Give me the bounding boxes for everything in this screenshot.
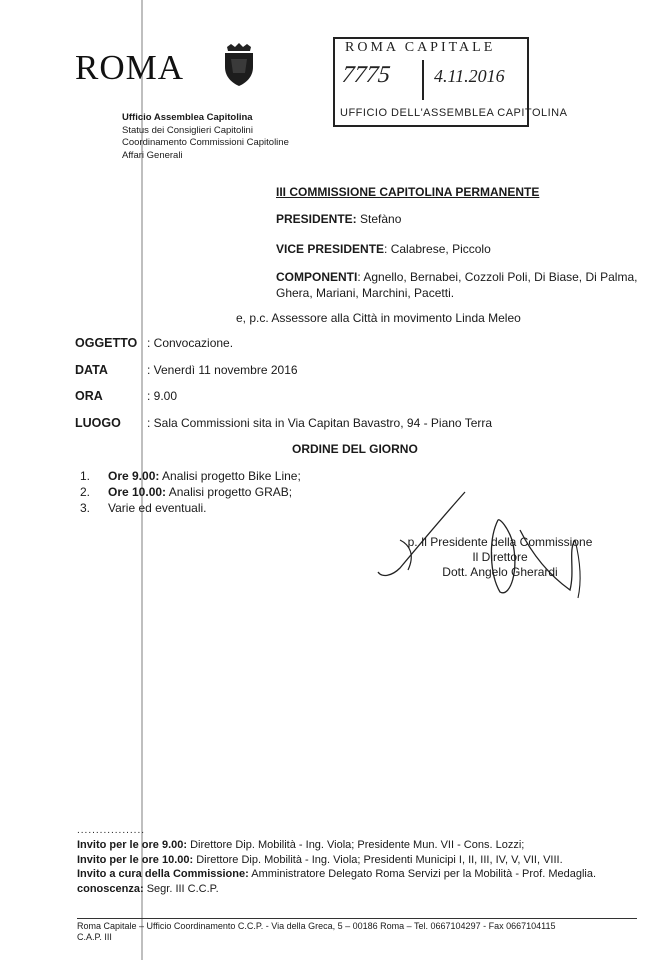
commission-title: III COMMISSIONE CAPITOLINA PERMANENTE	[276, 185, 540, 199]
cc-line: e, p.c. Assessore alla Città in movimento Linda Meleo	[236, 311, 521, 325]
invite-text: Amministratore Delegato Roma Servizi per la Mobilità - Prof. Medaglia.	[248, 868, 597, 880]
signature-block	[400, 535, 600, 580]
agenda-item	[80, 468, 301, 484]
oggetto-label: OGGETTO	[75, 336, 138, 350]
agenda-item-number: 1.	[80, 469, 91, 483]
office-line: Coordinamento Commissioni Capitoline	[122, 137, 289, 148]
footer-line-1: Roma Capitale – Ufficio Coordinamento C.C.P. - Via della Greca, 5 – 00186 Roma – Tel. 0667104297 - Fax 0667104115	[77, 921, 556, 931]
members-names-2: Ghera, Mariani, Marchini, Pacetti.	[276, 286, 455, 300]
invite-label: Invito per le ore 9.00:	[77, 839, 188, 851]
members-label: COMPONENTI	[276, 270, 358, 284]
oggetto-value: : Convocazione.	[147, 336, 234, 350]
agenda-item	[80, 500, 301, 516]
footer-rule	[77, 918, 637, 919]
city-crest-icon	[222, 43, 256, 87]
footer-line-2: C.A.P. III	[77, 932, 112, 942]
agenda-item-number: 3.	[80, 501, 91, 515]
office-title: Ufficio Assemblea Capitolina	[122, 112, 253, 123]
ora-value: : 9.00	[147, 389, 178, 403]
office-line: Affari Generali	[122, 149, 183, 161]
ora-label: ORA	[75, 389, 103, 403]
footer	[77, 921, 555, 943]
invite-row	[77, 838, 647, 853]
invites-block	[77, 838, 647, 896]
office-line: Status dei Consiglieri Capitolini	[122, 124, 253, 136]
luogo-label: LUOGO	[75, 416, 121, 430]
stamp-title: ROMA CAPITALE	[345, 40, 496, 55]
stamp-date: 4.11.2016	[434, 66, 505, 86]
invite-text: Direttore Dip. Mobilità - Ing. Viola; Presidente Mun. VII - Cons. Lozzi;	[187, 839, 525, 851]
office-block	[122, 112, 289, 162]
agenda-item-text: Analisi progetto GRAB;	[166, 485, 293, 499]
roma-logo-text: ROMA	[75, 48, 185, 87]
signature-line-2: Il Direttore	[472, 550, 528, 564]
members-names-1: : Agnello, Bernabei, Cozzoli Poli, Di Biase, Di Palma,	[357, 270, 638, 284]
stamp-office: UFFICIO DELL'ASSEMBLEA CAPITOLINA	[340, 107, 568, 119]
vice-president-line	[276, 241, 491, 257]
data-label: DATA	[75, 363, 108, 377]
invite-text: Direttore Dip. Mobilità - Ing. Viola; Presidenti Municipi I, II, III, IV, V, VII, VIII.	[193, 853, 563, 866]
stamp-divider	[422, 60, 424, 100]
invite-label: Invito a cura della Commissione:	[77, 868, 249, 880]
vice-president-label: VICE PRESIDENTE	[276, 242, 385, 256]
invite-row	[77, 853, 647, 868]
members-line	[276, 269, 637, 285]
agenda-item-time: Ore 9.00:	[108, 469, 160, 483]
data-value: : Venerdì 11 novembre 2016	[147, 363, 298, 377]
invite-label: Invito per le ore 10.00:	[77, 853, 194, 866]
agenda-item	[80, 484, 301, 500]
invite-row	[77, 882, 647, 897]
separator-dots: ..................	[77, 825, 146, 836]
agenda-list	[80, 468, 301, 516]
invite-label: conoscenza:	[77, 882, 144, 895]
agenda-title: ORDINE DEL GIORNO	[292, 442, 418, 456]
signature-line-3: Dott. Angelo Gherardi	[442, 565, 558, 579]
invite-text: Segr. III C.C.P.	[143, 882, 219, 895]
agenda-item-text: Varie ed eventuali.	[108, 501, 207, 515]
vice-president-names: : Calabrese, Piccolo	[384, 242, 491, 256]
signature-line-1: p. Il Presidente della Commissione	[407, 535, 593, 549]
president-label: PRESIDENTE:	[276, 212, 357, 226]
president-line	[276, 211, 401, 227]
president-name: Stefàno	[360, 212, 402, 226]
invite-row	[77, 867, 647, 882]
agenda-item-text: Analisi progetto Bike Line;	[159, 469, 301, 483]
agenda-item-time: Ore 10.00:	[108, 485, 167, 499]
luogo-value: : Sala Commissioni sita in Via Capitan Bavastro, 94 - Piano Terra	[147, 416, 493, 430]
stamp-protocol-number: 7775	[340, 62, 392, 88]
agenda-item-number: 2.	[80, 485, 91, 499]
